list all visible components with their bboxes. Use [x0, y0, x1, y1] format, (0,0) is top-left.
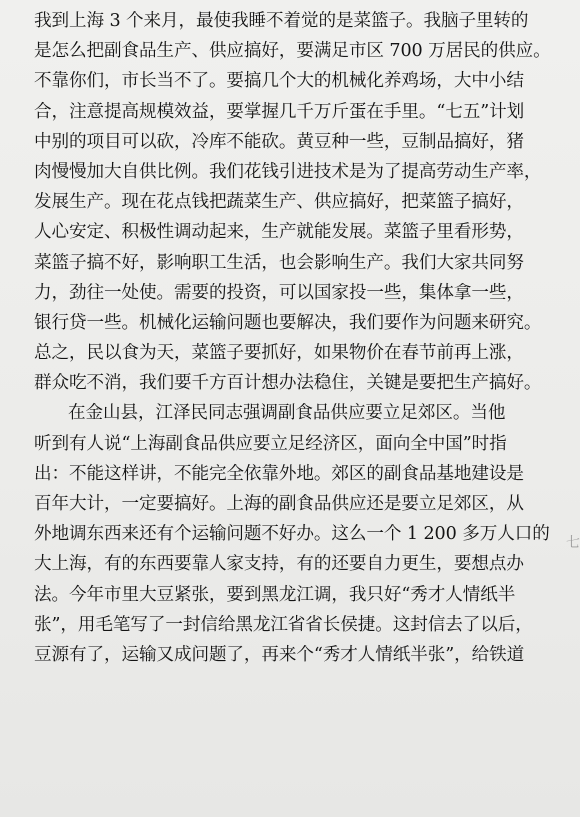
text-line: 听到有人说“上海副食品供应要立足经济区，面向全中国”时指 — [34, 433, 507, 454]
text-line: 肉慢慢加大自供比例。我们花钱引进技术是为了提高劳动生产率， — [34, 161, 542, 182]
text-line: 法。今年市里大豆紧张，要到黑龙江调，我只好“秀才人情纸半 — [34, 584, 516, 605]
text-line: 不靠你们，市长当不了。要搞几个大的机械化养鸡场，大中小结 — [34, 71, 524, 92]
text-line: 人心安定、积极性调动起来，生产就能发展。菜篮子里看形势， — [34, 222, 524, 243]
text-line: 合，注意提高规模效益，要掌握几千万斤蛋在手里。“七五”计划 — [34, 101, 525, 122]
text-line: 我到上海 3 个来月，最使我睡不着觉的是菜篮子。我脑子里转的 — [34, 11, 529, 31]
text-line: 百年大计，一定要搞好。上海的副食品供应还是要立足郊区，从 — [34, 494, 524, 514]
text-line: 外地调东西来还有个运输问题不好办。这么一个 1 200 多万人口的 — [34, 524, 550, 545]
text-line: 中别的项目可以砍，冷库不能砍。黄豆种一些，豆制品搞好，猪 — [34, 131, 524, 152]
paragraph-start-line: 在金山县，江泽民同志强调副食品供应要立足郊区。当他 — [68, 403, 506, 424]
margin-mark: 七 — [566, 535, 580, 551]
text-line: 张”，用毛笔写了一封信给黑龙江省省长侯捷。这封信去了以后， — [34, 614, 533, 635]
text-line: 发展生产。现在花点钱把蔬菜生产、供应搞好，把菜篮子搞好， — [34, 192, 524, 213]
text-line: 力，劲往一处使。需要的投资，可以国家投一些，集体拿一些， — [34, 282, 524, 303]
text-line: 菜篮子搞不好，影响职工生活，也会影响生产。我们大家共同努 — [34, 252, 524, 273]
text-line: 群众吃不消，我们要千方百计想办法稳住，关键是要把生产搞好。 — [34, 373, 542, 394]
body-text — [34, 6, 562, 670]
text-line: 大上海，有的东西要靠人家支持，有的还要自力更生，要想点办 — [34, 554, 524, 575]
text-line: 出：不能这样讲，不能完全依靠外地。郊区的副食品基地建设是 — [34, 463, 524, 484]
text-line: 是怎么把副食品生产、供应搞好，要满足市区 700 万居民的供应。 — [34, 41, 551, 62]
text-line: 总之，民以食为天，菜篮子要抓好，如果物价在春节前再上涨， — [34, 343, 524, 364]
text-line: 豆源有了，运输又成问题了，再来个“秀才人情纸半张”，给铁道 — [34, 644, 525, 665]
text-line: 银行贷一些。机械化运输问题也要解决，我们要作为问题来研究。 — [34, 312, 542, 333]
